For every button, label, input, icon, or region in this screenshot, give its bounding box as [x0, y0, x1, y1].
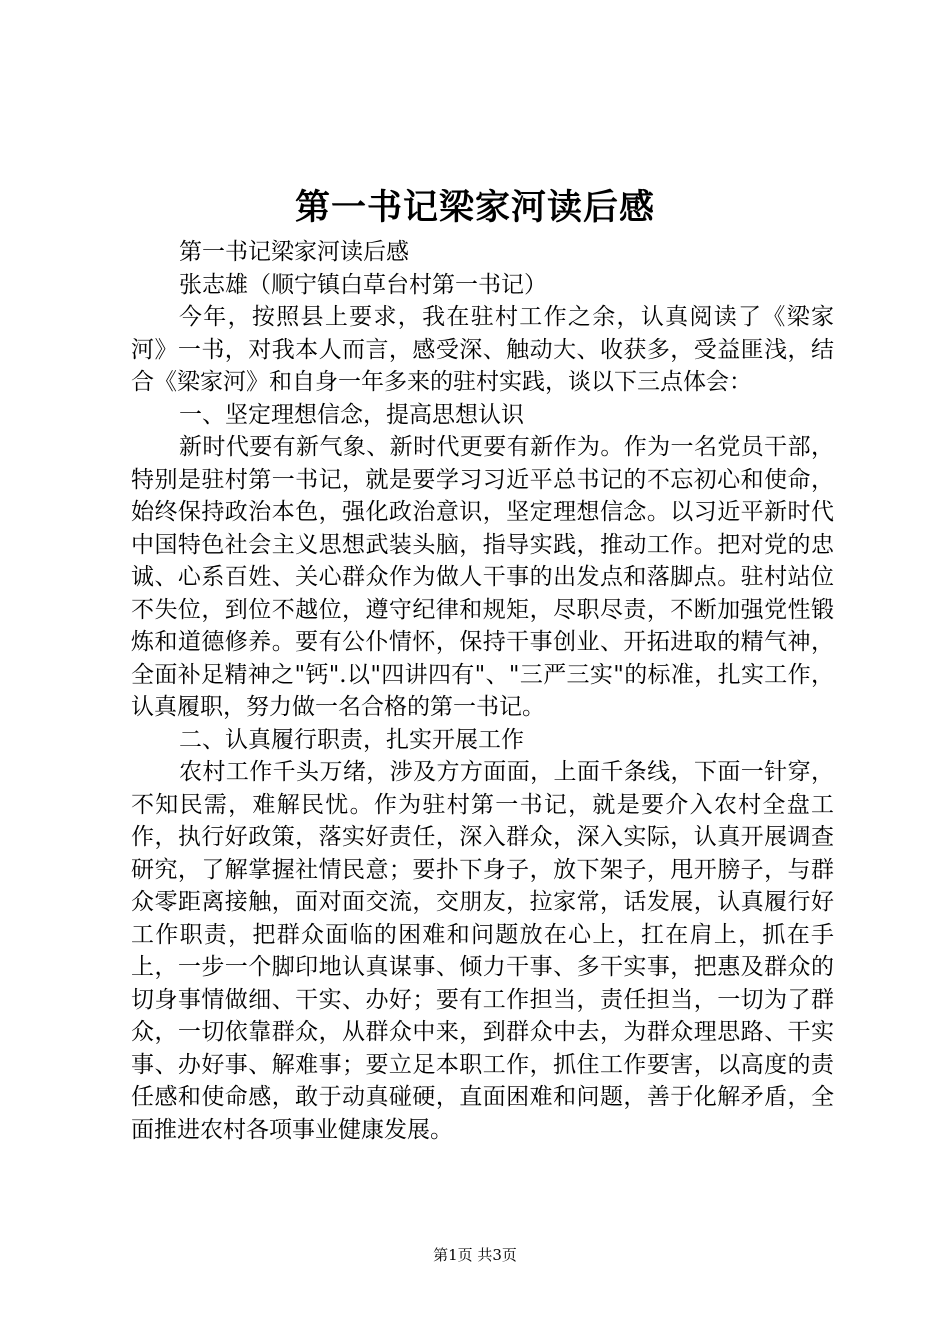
section-paragraph-2: 农村工作千头万绪，涉及方方面面，上面千条线，下面一针穿，不知民需，难解民忧。作为驻村第一书记，就是要介入农村全盘工作，执行好政策，落实好责任，深入群众，深入实际，认真开展调查研究，了解掌握社情民意；要扑下身子，放下架子，甩开膀子，与群众零距离接触，面对面交流，交朋友，拉家常，话发展，认真履行好工作职责，把群众面临的困难和问题放在心上，扛在肩上，抓在手上，一步一个脚印地认真谋事、倾力干事、多干实事，把惠及群众的切身事情做细、干实、办好；要有工作担当，责任担当，一切为了群众，一切依靠群众，从群众中来，到群众中去，为群众理思路、干实事、办好事、解难事；要立足本职工作，抓住工作要害，以高度的责任感和使命感，敢于动真碰硬，直面困难和问题，善于化解矛盾，全面推进农村各项事业健康发展。	[131, 759, 834, 1143]
intro-paragraph: 今年，按照县上要求，我在驻村工作之余，认真阅读了《梁家河》一书，对我本人而言，感受深、触动大、收获多，受益匪浅，结合《梁家河》和自身一年多来的驻村实践，谈以下三点体会：	[131, 304, 834, 395]
section-paragraph-1: 新时代要有新气象、新时代更要有新作为。作为一名党员干部，特别是驻村第一书记，就是要学习习近平总书记的不忘初心和使命，始终保持政治本色，强化政治意识，坚定理想信念。以习近平新时代中国特色社会主义思想武装头脑，指导实践，推动工作。把对党的忠诚、心系百姓、关心群众作为做人干事的出发点和落脚点。驻村站位不失位，到位不越位，遵守纪律和规矩，尽职尽责，不断加强党性锻炼和道德修养。要有公仆情怀，保持干事创业、开拓进取的精气神，全面补足精神之"钙".以"四讲四有"、"三严三实"的标准，扎实工作，认真履职，努力做一名合格的第一书记。	[131, 434, 834, 720]
author-line: 张志雄（顺宁镇白草台村第一书记）	[179, 271, 547, 298]
subtitle: 第一书记梁家河读后感	[179, 239, 409, 265]
document-title: 第一书记梁家河读后感	[294, 187, 655, 228]
section-heading-1: 一、坚定理想信念，提高思想认识	[179, 401, 524, 428]
page-footer: 第1页 共3页	[433, 1246, 517, 1264]
document-body	[131, 236, 834, 1146]
section-heading-2: 二、认真履行职责，扎实开展工作	[179, 726, 524, 753]
